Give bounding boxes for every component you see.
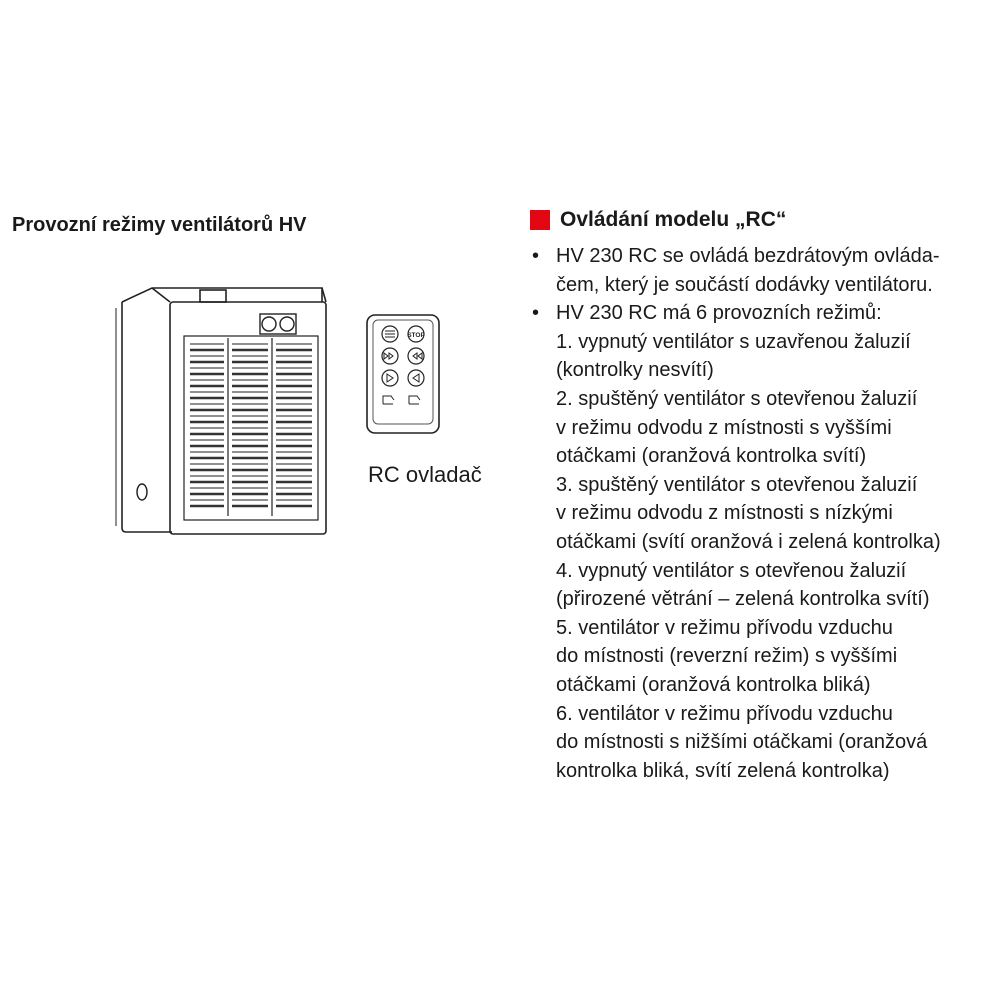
mode-line: 5. ventilátor v režimu přívodu vzduchu (556, 616, 893, 639)
mode-item-2 (556, 385, 998, 471)
mode-line: (přirozené větrání – zelená kontrolka svítí) (556, 588, 930, 611)
bullet-operating-modes (530, 299, 998, 785)
bullet1-line: čem, který je součástí dodávky ventilátoru. (556, 273, 933, 296)
mode-line: kontrolka bliká, svítí zelená kontrolka) (556, 759, 890, 782)
bullet2-intro: HV 230 RC má 6 provozních režimů: (556, 302, 882, 325)
bullet1-line: HV 230 RC se ovládá bezdrátovým ovláda- (556, 245, 940, 267)
red-square-icon (530, 210, 550, 230)
mode-line: v režimu odvodu z místnosti s nízkými (556, 502, 893, 525)
bullet-dot-icon: • (532, 245, 540, 267)
mode-line: 4. vypnutý ventilátor s otevřenou žaluzií (556, 559, 907, 582)
fan-unit-illustration (112, 280, 334, 542)
remote-stop-label: STOP (407, 332, 425, 339)
mode-line: 2. spuštěný ventilátor s otevřenou žaluzií (556, 387, 918, 410)
bullet-remote-control (530, 242, 998, 299)
mode-line: 3. spuštěný ventilátor s otevřenou žaluzií (556, 473, 918, 496)
mode-item-6 (556, 700, 998, 786)
mode-item-4 (556, 557, 998, 614)
mode-line: v režimu odvodu z místnosti s vyššími (556, 416, 892, 439)
mode-line: otáčkami (oranžová kontrolka bliká) (556, 673, 871, 696)
rc-heading-text: Ovládání modelu „RC“ (560, 208, 787, 231)
left-section-title: Provozní režimy ventilátorů HV (12, 214, 307, 236)
mode-line: otáčkami (svítí oranžová i zelená kontrolka) (556, 530, 941, 553)
bullet-dot-icon: • (532, 302, 540, 325)
rc-bullet-list (530, 242, 998, 785)
remote-control-illustration (364, 312, 444, 436)
mode-item-1 (556, 328, 998, 385)
rc-control-heading (530, 208, 786, 232)
mode-line: otáčkami (oranžová kontrolka svítí) (556, 445, 867, 468)
mode-line: do místnosti (reverzní režim) s vyššími (556, 645, 898, 668)
mode-line: 1. vypnutý ventilátor s uzavřenou žaluzií (556, 330, 911, 353)
remote-caption: RC ovladač (368, 462, 482, 487)
mode-line: (kontrolky nesvítí) (556, 359, 714, 382)
mode-item-3 (556, 471, 998, 557)
mode-item-5 (556, 614, 998, 700)
mode-line: do místnosti s nižšími otáčkami (oranžová (556, 731, 928, 754)
mode-line: 6. ventilátor v režimu přívodu vzduchu (556, 702, 893, 725)
